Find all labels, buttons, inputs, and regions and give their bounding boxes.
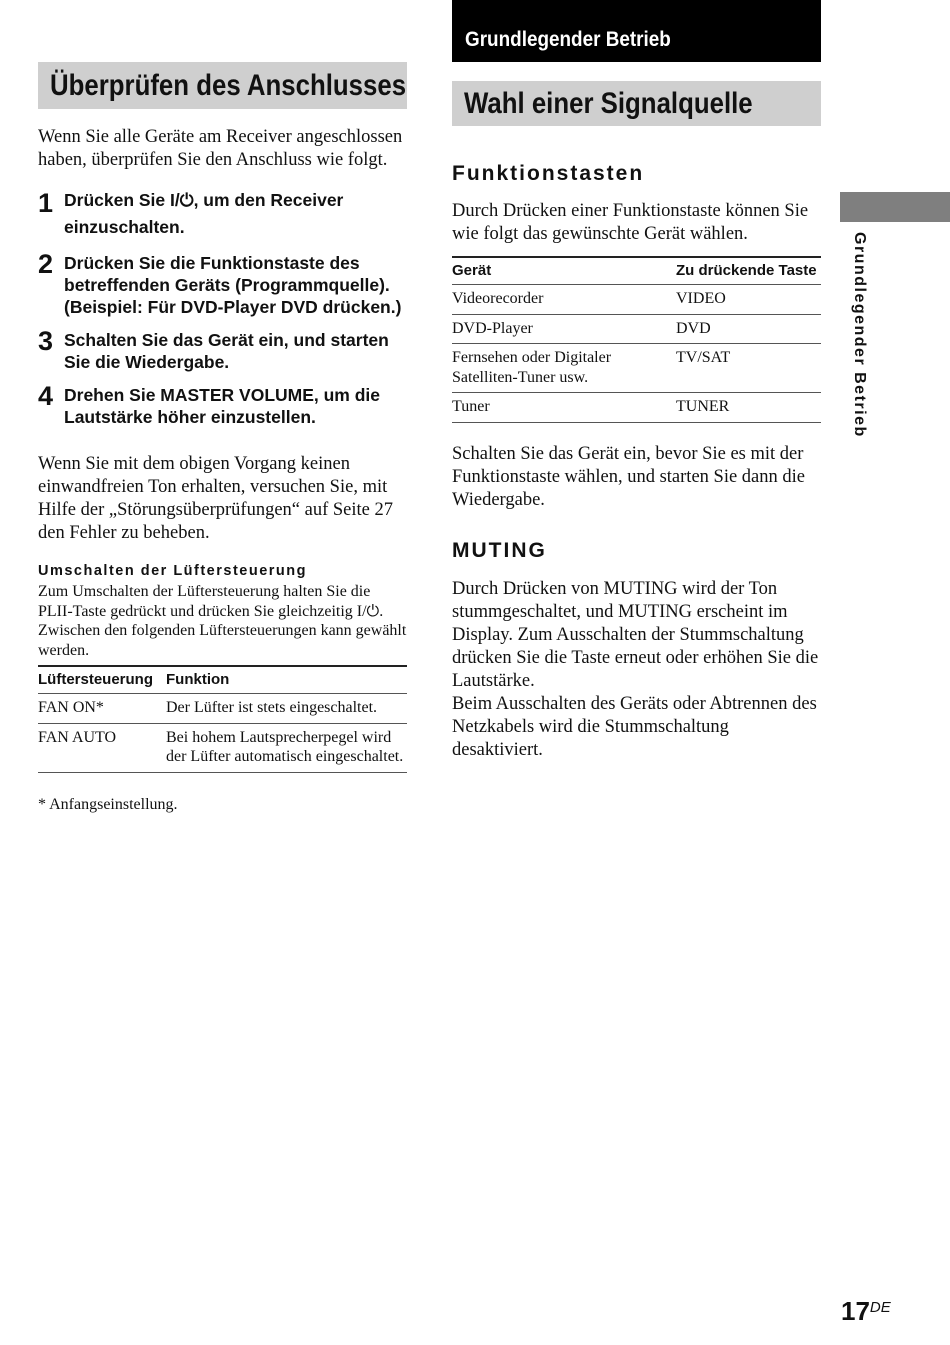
table-cell: TV/SAT: [676, 349, 731, 366]
step-list: [38, 188, 407, 428]
table-row: [38, 694, 407, 724]
chapter-side-tab: [840, 192, 950, 222]
table-cell: Videorecorder: [452, 290, 544, 307]
table-row: [38, 723, 407, 772]
table-cell: DVD-Player: [452, 319, 533, 337]
troubleshooting-paragraph: Wenn Sie mit dem obigen Vorgang keinen einwandfreien Ton erhalten, versuchen Sie, mit Hilfe der „Störungsüberprüfungen“ auf Seite 27 den Fehler zu beheben.: [38, 454, 393, 543]
table-cell: Fernsehen oder Digitaler Satelliten-Tuner usw.: [452, 349, 612, 386]
step-text: Drücken Sie I/⏻, um den Receiver einzuschalten.: [64, 190, 344, 237]
table-cell: VIDEO: [676, 290, 726, 307]
table-row: [452, 285, 821, 315]
column-header: Funktion: [166, 671, 230, 688]
table-row: [452, 314, 821, 344]
function-keys-table: [452, 256, 821, 423]
step-text: Schalten Sie das Gerät ein, und starten Sie die Wiedergabe.: [64, 330, 389, 372]
fan-control-table: [38, 665, 407, 773]
footnote: * Anfangseinstellung.: [38, 795, 178, 813]
right-column: [452, 0, 821, 762]
table-cell: TUNER: [676, 398, 730, 415]
fan-control-paragraph: Zum Umschalten der Lüftersteuerung halten Sie die PLII-Taste gedrückt und drücken Sie gleichzeitig I/⏻. Zwischen den folgenden Lüftersteuerungen kann gewählt werden.: [38, 583, 407, 659]
table-cell: DVD: [676, 319, 711, 337]
muting-paragraph-2: Beim Ausschalten des Geräts oder Abtrennen des Netzkabels wird die Stummschaltung desaktiviert.: [452, 693, 817, 760]
step-number: 4: [38, 381, 54, 411]
step-2: [38, 249, 407, 318]
column-header: Zu drückende Taste: [676, 262, 817, 279]
step-text: Drehen Sie MASTER VOLUME, um die Lautstärke höher einzustellen.: [64, 385, 381, 427]
step-number: 2: [38, 249, 54, 279]
page-number: [841, 1296, 891, 1327]
column-header: Gerät: [452, 262, 492, 279]
fan-control-heading: Umschalten der Lüftersteuerung: [38, 563, 307, 579]
page-language-suffix: DE: [869, 1299, 891, 1316]
step-4: [38, 381, 407, 428]
table-cell: Bei hohem Lautsprecherpegel wird der Lüfter automatisch eingeschaltet.: [166, 728, 404, 765]
intro-paragraph: Wenn Sie alle Geräte am Receiver angeschlossen haben, überprüfen Sie den Anschluss wie folgt.: [38, 127, 403, 170]
chapter-header: Grundlegender Betrieb: [452, 0, 821, 62]
function-keys-after-paragraph: Schalten Sie das Gerät ein, bevor Sie es mit der Funktionstaste wählen, und starten Sie dann die Wiedergabe.: [452, 443, 805, 510]
page-number-value: 17: [841, 1296, 870, 1326]
section-title-signal-source: Wahl einer Signalquelle: [452, 81, 821, 126]
table-row: [452, 344, 821, 393]
table-header-row: [38, 666, 407, 694]
step-text: Drücken Sie die Funktionstaste des betreffenden Geräts (Programmquelle). (Beispiel: Für DVD-Player DVD drücken.): [64, 253, 402, 317]
table-row: [452, 393, 821, 423]
muting-paragraph-1: Durch Drücken von MUTING wird der Ton stummgeschaltet, und MUTING erscheint im Display. Zum Ausschalten der Stummschaltung drücken Sie die Taste erneut oder erhöhen Sie die Lautstärke.: [452, 578, 819, 691]
table-cell: Der Lüfter ist stets eingeschaltet.: [166, 699, 378, 716]
table-cell: FAN AUTO: [38, 728, 117, 746]
section-title-connection-check: Überprüfen des Anschlusses: [38, 62, 407, 109]
table-header-row: [452, 257, 821, 285]
column-header: Lüftersteuerung: [38, 671, 154, 688]
step-1: [38, 188, 407, 241]
function-keys-heading: Funktionstasten: [452, 162, 645, 185]
table-cell: Tuner: [452, 398, 490, 415]
function-keys-paragraph: Durch Drücken einer Funktionstaste können Sie wie folgt das gewünschte Gerät wählen.: [452, 201, 809, 244]
step-number: 1: [38, 188, 54, 218]
step-number: 3: [38, 326, 54, 356]
chapter-side-label: Grundlegender Betrieb: [851, 232, 868, 438]
step-3: [38, 326, 407, 373]
table-cell: FAN ON*: [38, 699, 104, 716]
left-column: [38, 62, 407, 814]
muting-heading: MUTING: [452, 538, 547, 562]
